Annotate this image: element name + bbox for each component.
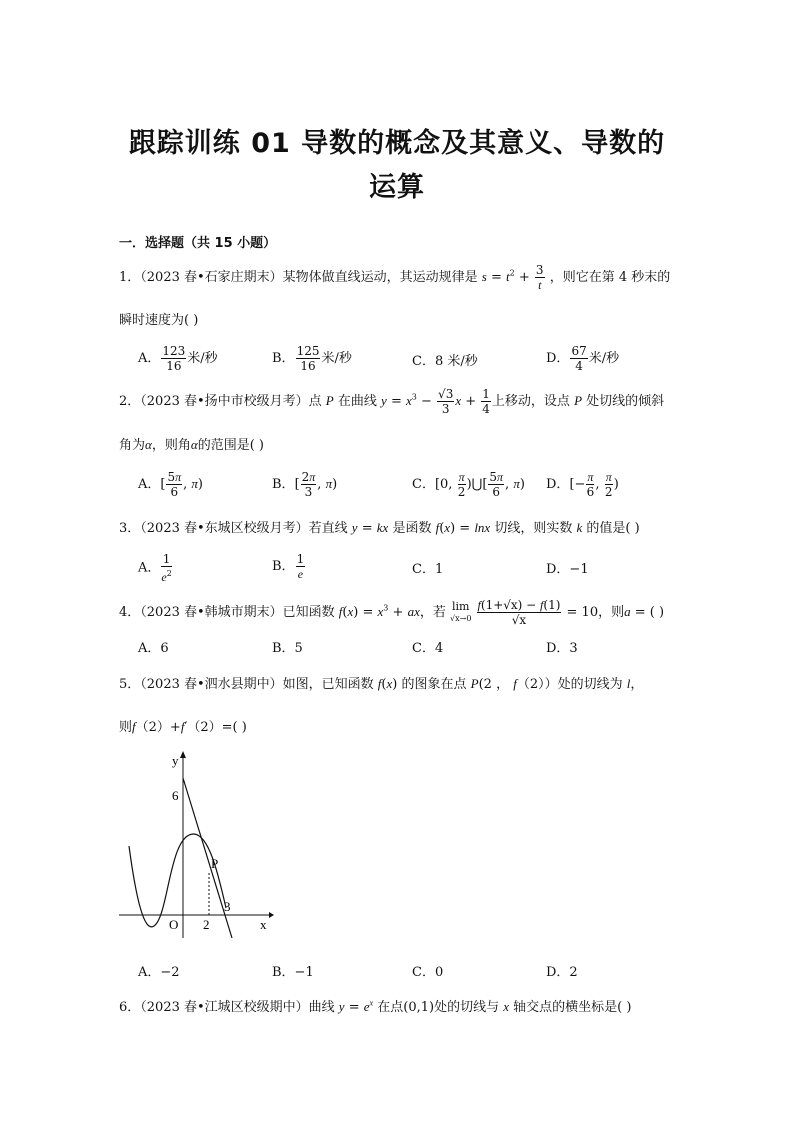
y-label: y [172,753,179,768]
tangent-line [183,778,232,938]
q5-option-c[interactable]: C．0 [412,965,444,980]
page-title-line2: 运算 [369,172,425,203]
q1-option-b[interactable]: B． $\frac{125}{16}$ 米/秒 [272,344,352,373]
q4-option-b[interactable]: B．5 [272,641,303,656]
question-4: 4．（2023 春•韩城市期末）已知函数 $f(x) = x^3$ + ax，若 lim √x→0 $\frac{f(1+√x) - f(1)}{√x}$ = 10，则a = ( ) [119,598,665,627]
q1-option-d[interactable]: D． $\frac{67}{4}$ 米/秒 [546,344,620,373]
q4-option-a[interactable]: A．6 [138,641,169,656]
q2-option-d[interactable]: D．[− $\frac{\pi}{6}$ , $\frac{\pi}{2}$ ) [546,470,619,499]
q3-option-d[interactable]: D．−1 [546,562,589,577]
x-two-label: 2 [203,917,210,932]
question-2: 2．（2023 春•扬中市校级月考）点 P 在曲线 $y = x^3$ − $\frac{√3}{3}$ x + $\frac{1}{4}$ 上移动，设点 P 处切线的倾斜 [119,387,665,416]
q4-option-d[interactable]: D．3 [546,641,578,656]
q2-option-b[interactable]: B．[ $\frac{2\pi}{3}$ , π) [272,470,338,499]
q5-option-d[interactable]: D．2 [546,965,578,980]
question-3: 3．（2023 春•东城区校级月考）若直线 y = kx 是函数 f(x) = lnx 切线，则实数 k 的值是( ) [119,520,640,536]
section-heading: 一．选择题（共 15 小题） [119,236,277,251]
function-graph [114,748,274,938]
point-p-label: P [211,856,219,871]
question-5-line2: 则f（2）+f′（2）=( ) [119,719,247,735]
q5-option-b[interactable]: B．−1 [272,965,314,980]
y-axis-arrow-icon [180,751,186,758]
q3-option-c[interactable]: C．1 [412,562,444,577]
x-axis-arrow-icon [269,912,274,918]
q3-option-a[interactable]: A． $\frac{1}{e^2}$ [138,552,172,584]
y-intercept-label: 6 [172,788,179,803]
question-1-line2: 瞬时速度为( ) [119,313,199,328]
q5-option-a[interactable]: A．−2 [138,965,180,980]
x-label: x [260,917,267,932]
origin-label: O [169,917,179,932]
page-title: 跟踪训练 01 导数的概念及其意义、导数的 [128,128,666,159]
question-5: 5．（2023 春•泗水县期中）如图，已知函数 f(x) 的图象在点 P(2 ， f（2））处的切线为 l， [119,676,644,692]
function-curve [129,834,226,927]
q3-option-b[interactable]: B． $\frac{1}{e}$ [272,552,305,581]
x-three-label: 3 [224,899,231,914]
question-6: 6．（2023 春•江城区校级期中）曲线 $y = e^x$ 在点(0,1)处的切线与 x 轴交点的横坐标是( ) [119,998,632,1015]
q2-option-a[interactable]: A．[ $\frac{5\pi}{6}$ , π) [138,470,203,499]
q4-option-c[interactable]: C．4 [412,641,444,656]
q2-option-c[interactable]: C．[0, $\frac{\pi}{2}$ )⋃[ $\frac{5\pi}{6}$ , π) [412,470,525,499]
question-1: 1．（2023 春•石家庄期末）某物体做直线运动，其运动规律是 $s = t^2$ + $\frac{3}{t}$ ，则它在第 4 秒末的 [119,263,671,292]
q1-option-c[interactable]: C．8 米/秒 [412,354,478,369]
q1-option-a[interactable]: A． $\frac{123}{16}$ 米/秒 [138,344,218,373]
question-2-line2: 角为α，则角α的范围是( ) [119,437,264,453]
